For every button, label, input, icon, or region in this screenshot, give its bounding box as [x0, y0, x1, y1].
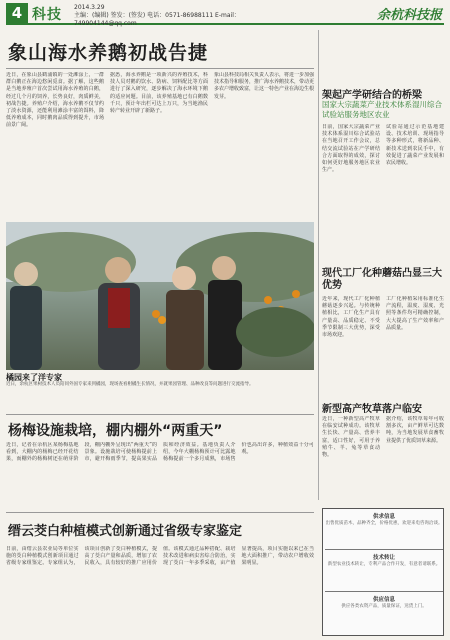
right-article-2-col2: 工厂化种植采用标准化生产流程，温度、湿度、光照等条件均可精确控制，大大提高了生产效率和产品质量。 [386, 296, 444, 331]
right-headline-3: 新型高产牧草落户临安 [322, 404, 422, 415]
zizania-headline: 缙云茭白种植模式创新通过省级专家鉴定 [8, 524, 243, 539]
news-photo [6, 222, 314, 370]
greenhouse-headline: 杨梅设施栽培，棚内棚外“两重天” [8, 423, 223, 439]
ad-3-label: 供应信息 [372, 597, 395, 603]
main-article-col1: 近日，在象山县鹤浦镇的一处滩涂上，一群群白鹅正在海边悠闲觅食。据了解，这些鹅是当地养殖户首次尝试用海水养殖的白鹅，经过几个月的饲养，长势良好，肉质鲜美，初战告捷。养殖户介绍，海水养鹅不仅节约了淡水资源，还能利用滩涂丰富的饵料，降低养殖成本，同时鹅肉品质得到提升，市场前景广阔。 [6, 72, 104, 129]
ad-divider-2 [325, 591, 443, 592]
column-divider [318, 30, 319, 500]
right-headline-2: 现代工厂化种蘑菇凸显三大优势 [322, 268, 442, 291]
section-name: 科技 [32, 7, 62, 23]
zizania-article: 日前，由缙云县农业局等单位实施的茭白种植模式创新项目通过省级专家组鉴定。专家组认为，该项目创新了茭白种植模式，提高了茭白产量和品质，增加了农民收入，具有较好的推广应用价值。该模式通过品种搭配、栽培技术改进和病虫害综合防治，实现了茭白一年多季采收，亩产值显著提高，项目实施以来已在当地大面积推广，带动农户增收效果明显。 [6, 546, 314, 567]
page-number: 4 [6, 3, 28, 23]
headline-rule [6, 68, 314, 69]
photo-caption-text: 近日，余杭区果树技术人员陪同外国专家来到橘园，现场查看柑橘生长情况，并就果园管理、品种改良等问题进行交流指导。 [6, 382, 254, 387]
ads-box [322, 508, 444, 636]
right-article-3-col2: 据介绍，该牧草每年可收割多次，亩产鲜草可达数吨，为当地发展草食畜牧业提供了优质饲草来源。 [386, 416, 444, 444]
ad-1-label: 供求信息 [372, 514, 395, 520]
section-rule-1 [6, 414, 314, 415]
editor-line: 主编：(编辑) 签发：(签发) 电话：0571-86988111 E-mail：749904144@qq.com [74, 12, 240, 27]
main-article-col2: 据悉，海水养鹅是一项新兴的养殖技术，科技人员对鹅的饮水、防病、饲料配比等方面进行了深入研究，逐步解决了海水环境下鹅的适应问题。目前，该养殖基地已有白鹅数千只，预计年出栏可达上万只，为当地渔民转产转业开辟了新路子。 [110, 72, 208, 115]
right-article-1-col2: 试验站通过示范基地建设、技术培训、现场指导等多种形式，将新品种、新技术送到农民手中，有效促进了蔬菜产业发展和农民增收。 [386, 124, 444, 167]
ad-divider-1 [325, 549, 443, 550]
right-headline-1: 架起产学研结合的桥梁 [322, 90, 422, 101]
ad-1-text: 出售优质苗木，品种齐全，价格优惠，欢迎来电咨询洽谈。 [325, 521, 443, 526]
right-article-1-col1: 日前，国家大宗蔬菜产业技术体系湿川综合试验站在当地召开工作会议，总结交流试验站在产学研结合方面取得的成效，探讨如何更好地服务地区农业生产。 [322, 124, 380, 174]
ad-2-text: 新型农业技术转让，专利产品合作开发，有意者请联系。 [327, 562, 441, 567]
ad-2-label: 技术转让 [372, 555, 395, 561]
issue-date: 2014.3.29 [74, 4, 105, 11]
main-article-col3: 象山县科技局相关负责人表示，将进一步加强技术指导和服务，推广海水养鹅技术，带动更多农户增收致富，让这一特色产业在海边生根发芽。 [214, 72, 314, 100]
right-subhead-1: 国家大宗蔬菜产业技术体系湿川综合试验站服务地区农业 [322, 100, 442, 119]
photo-caption-title: 橘园来了洋专家 [6, 373, 62, 382]
section-rule-2 [6, 512, 314, 513]
greenhouse-article: 近日，记者在余杭区某杨梅基地看到，大棚内的杨梅已经开花结果，而棚外的杨梅树还在萌芽阶段，棚内棚外呈现出“两重天”的景象。设施栽培可使杨梅提前上市，避开梅雨季节，提高果实品质和经济效益。基地负责人介绍，今年大棚杨梅预计可比露地杨梅提前一个多月成熟，市场售价也高出许多，种植效益十分可观。 [6, 442, 314, 463]
page-header [6, 3, 444, 25]
photo-illustration [6, 222, 314, 370]
right-article-2-col1: 近年来，现代工厂化种植蘑菇逐步兴起。与传统种植相比，工厂化生产具有产量高、品质稳定、不受季节限制三大优势，深受市场欢迎。 [322, 296, 380, 339]
right-article-3-col1: 近日，一种新型高产牧草在临安试种成功。该牧草生长快、产量高、营养丰富，适口性好，可用于养殖牛、羊、兔等草食动物。 [322, 416, 380, 459]
masthead-logo: 余杭科技报 [376, 8, 442, 23]
main-headline: 象山海水养鹅初战告捷 [8, 42, 209, 64]
ad-3-text: 供应各类农资产品，质量保证，送货上门。 [341, 604, 427, 609]
